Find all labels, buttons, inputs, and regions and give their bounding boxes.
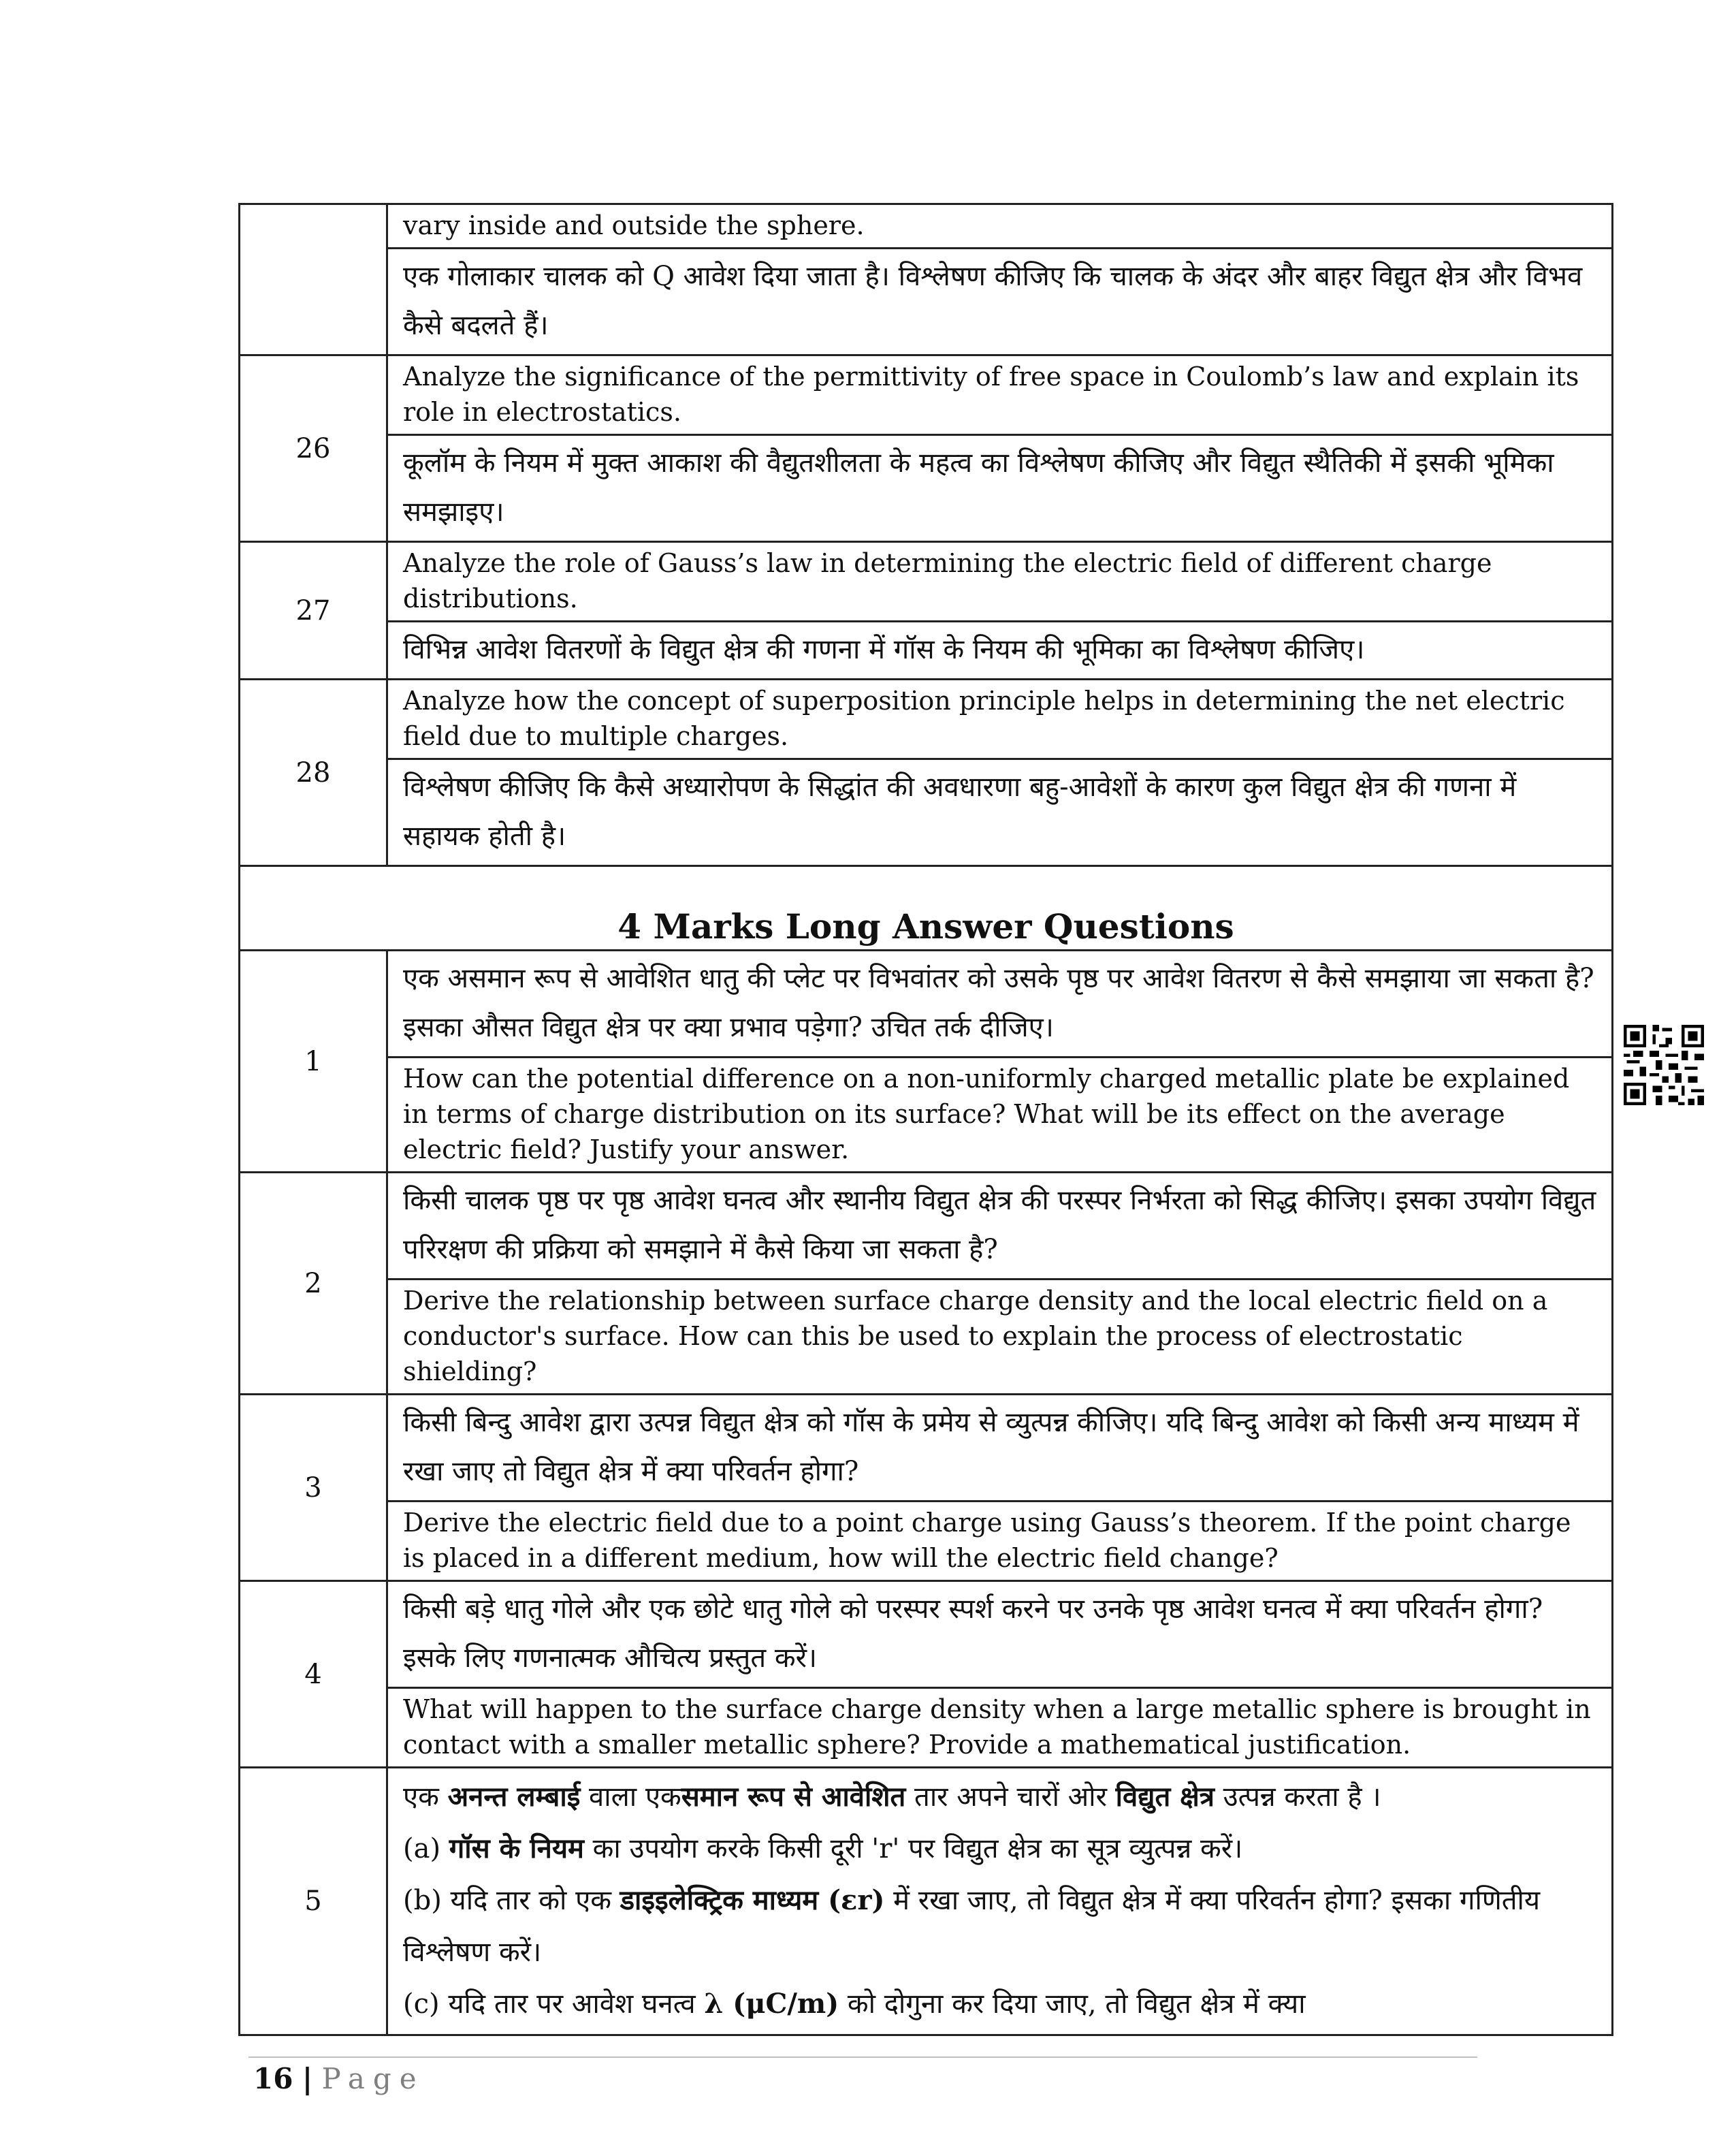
english-question: How can the potential difference on a non-uniformly charged metallic plate be explained in terms of charge distribution on its surface? What will be its effect on the average electric field? Justify your answer.: [387, 1058, 1613, 1173]
english-question: Derive the relationship between surface charge density and the local electric field on a conductor's surface. How can this be used to explain the process of electrostatic shielding?: [387, 1280, 1613, 1395]
q5-part-c: (c) यदि तार पर आवेश घनत्व λ (μC/m) को दोगुना कर दिया जाए, तो विद्युत क्षेत्र में क्या: [403, 1988, 1306, 2020]
table-row: [240, 866, 1613, 951]
table-row: [240, 204, 1613, 249]
english-question: What will happen to the surface charge density when a large metallic sphere is brought in contact with a smaller metallic sphere? Provide a mathematical justification.: [387, 1688, 1613, 1768]
question-number: 2: [240, 1173, 387, 1395]
table-row: [240, 1395, 1613, 1502]
table-row: [240, 1502, 1613, 1581]
hindi-question: एक असमान रूप से आवेशित धातु की प्लेट पर विभवांतर को उसके पृष्ठ पर आवेश वितरण से कैसे समझाया जा सकता है? इसका औसत विद्युत क्षेत्र पर क्या प्रभाव पड़ेगा? उचित तर्क दीजिए।: [387, 951, 1613, 1058]
questions-table: [238, 203, 1613, 2036]
table-row: [240, 622, 1613, 680]
table-row: [240, 759, 1613, 866]
q5-part-b: (b) यदि तार को एक डाइइलेक्ट्रिक माध्यम (εr) में रखा जाए, तो विद्युत क्षेत्र में क्या परिवर्तन होगा? इसका गणितीय विश्लेषण करें।: [403, 1884, 1541, 1968]
footer-separator: |: [302, 2062, 313, 2095]
question-number: 3: [240, 1395, 387, 1581]
table-row: [240, 542, 1613, 622]
qr-code-icon: [1624, 1025, 1704, 1105]
table-row: [240, 1173, 1613, 1280]
table-row: [240, 1688, 1613, 1768]
english-question: Analyze how the concept of superposition principle helps in determining the net electric field due to multiple charges.: [387, 680, 1613, 759]
table-row: [240, 1058, 1613, 1173]
hindi-question-q5: [387, 1768, 1613, 2035]
hindi-question: विश्लेषण कीजिए कि कैसे अध्यारोपण के सिद्धांत की अवधारणा बहु-आवेशों के कारण कुल विद्युत क्षेत्र की गणना में सहायक होती है।: [387, 759, 1613, 866]
hindi-question: किसी चालक पृष्ठ पर पृष्ठ आवेश घनत्व और स्थानीय विद्युत क्षेत्र की परस्पर निर्भरता को सिद्ध कीजिए। इसका उपयोग विद्युत परिरक्षण की प्रक्रिया को समझाने में कैसे किया जा सकता है?: [387, 1173, 1613, 1280]
question-number-cell: [240, 204, 387, 355]
page-number: 16: [253, 2062, 293, 2095]
page-label: Page: [321, 2062, 425, 2095]
hindi-question: विभिन्न आवेश वितरणों के विद्युत क्षेत्र की गणना में गॉस के नियम की भूमिका का विश्लेषण कीजिए।: [387, 622, 1613, 680]
english-question: Analyze the role of Gauss’s law in determining the electric field of different charge distributions.: [387, 542, 1613, 622]
table-row: [240, 355, 1613, 435]
table-row: [240, 1768, 1613, 2035]
english-question: Analyze the significance of the permittivity of free space in Coulomb’s law and explain its role in electrostatics.: [387, 355, 1613, 435]
table-row: [240, 951, 1613, 1058]
footer-divider: [248, 2056, 1477, 2058]
hindi-question: किसी बड़े धातु गोले और एक छोटे धातु गोले को परस्पर स्पर्श करने पर उनके पृष्ठ आवेश घनत्व में क्या परिवर्तन होगा? इसके लिए गणनात्मक औचित्य प्रस्तुत करें।: [387, 1581, 1613, 1688]
table-row: [240, 1581, 1613, 1688]
hindi-question: एक गोलाकार चालक को Q आवेश दिया जाता है। विश्लेषण कीजिए कि चालक के अंदर और बाहर विद्युत क्षेत्र और विभव कैसे बदलते हैं।: [387, 249, 1613, 355]
table-row: [240, 680, 1613, 759]
english-question: Derive the electric field due to a point charge using Gauss’s theorem. If the point charge is placed in a different medium, how will the electric field change?: [387, 1502, 1613, 1581]
q5-part-a: (a) गॉस के नियम का उपयोग करके किसी दूरी 'r' पर विद्युत क्षेत्र का सूत्र व्युत्पन्न करें।: [403, 1832, 1243, 1864]
english-question: vary inside and outside the sphere.: [387, 204, 1613, 249]
question-number: 28: [240, 680, 387, 866]
question-number: 4: [240, 1581, 387, 1768]
question-number: 27: [240, 542, 387, 680]
table-row: [240, 435, 1613, 542]
table-row: [240, 1280, 1613, 1395]
section-heading: 4 Marks Long Answer Questions: [240, 866, 1613, 951]
question-number: 5: [240, 1768, 387, 2035]
hindi-question: कूलॉम के नियम में मुक्त आकाश की वैद्युतशीलता के महत्व का विश्लेषण कीजिए और विद्युत स्थैतिकी में इसकी भूमिका समझाइए।: [387, 435, 1613, 542]
page-footer: [253, 2062, 425, 2095]
question-number: 1: [240, 951, 387, 1173]
question-number: 26: [240, 355, 387, 542]
q5-intro: एक अनन्त लम्बाई वाला एकसमान रूप से आवेशित तार अपने चारों ओर विद्युत क्षेत्र उत्पन्न करता है ।: [403, 1781, 1381, 1813]
table-row: [240, 249, 1613, 355]
hindi-question: किसी बिन्दु आवेश द्वारा उत्पन्न विद्युत क्षेत्र को गॉस के प्रमेय से व्युत्पन्न कीजिए। यदि बिन्दु आवेश को किसी अन्य माध्यम में रखा जाए तो विद्युत क्षेत्र में क्या परिवर्तन होगा?: [387, 1395, 1613, 1502]
